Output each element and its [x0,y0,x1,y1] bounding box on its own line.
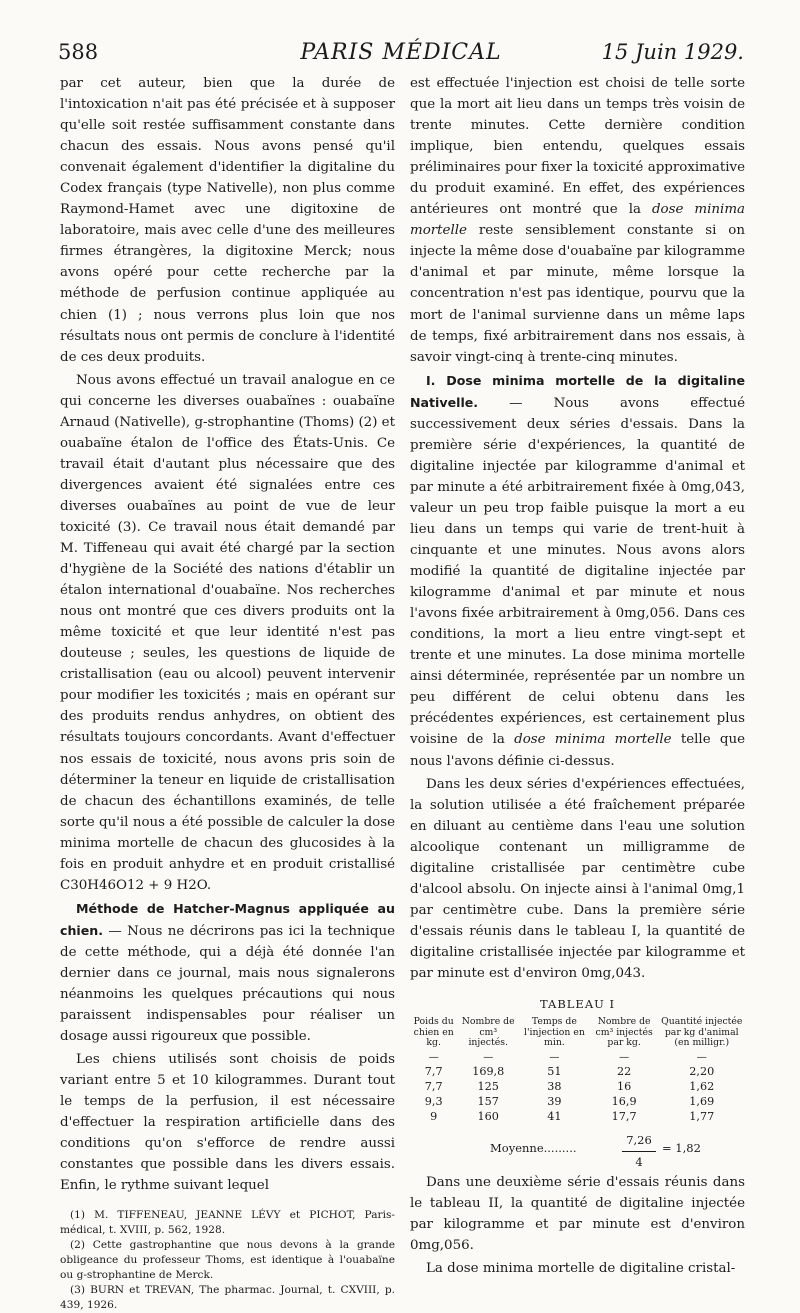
column-header: Quantité injectée par kg d'animal (en milligr.) [661,1016,743,1049]
table-cell: 38 [547,1079,562,1093]
table-cell: 9,3 [424,1094,443,1108]
table-cell: 1,77 [689,1109,715,1123]
paragraph: par cet auteur, bien que la durée de l'intoxication n'ait pas été précisée et à supposer qu'elle soit restée suffisamment constante dans chacun des essais. Nous avons pensé qu'il convenait également d'identifier la digitaline du Codex français (type Nativelle), non plus comme Raymond-Hamet avec une digitoxine de laboratoire, mais avec celle d'une des meilleures firmes étrangères, la digitoxine Merck; nous avons opéré pour cette recherche par la méthode de perfusion continue appliquée au chien (1) ; nous verrons plus loin que nos résultats nous ont permis de conclure à l'identité de ces deux produits. [60,76,395,365]
column-header: Nombre de cm³ injectés. [461,1016,515,1049]
table-cell: 16,9 [611,1094,637,1108]
table-title: TABLEAU I [539,997,616,1012]
table-cell: 39 [547,1094,562,1108]
paragraph: Dans les deux séries d'expériences effectuées, la solution utilisée a été fraîchement préparée en diluant au centième dans l'eau une solution alcoolique contenant un milligramme de digitaline cristallisée par centimètre cube d'alcool absolu. On injecte ainsi à l'animal 0mg,1 par centimètre cube. Dans la première série d'essais réunis dans le tableau I, la quantité de digitaline cristallisée injectée par kilogramme et par minute est d'environ 0mg,043. [410,776,745,981]
footnote: (2) Cette gastrophantine que nous devons à la grande obligeance du professeur Thoms, est identique à l'ouabaïne ou g-strophantine de Merck. [60,1239,395,1282]
column-header: Poids du chien en kg. [413,1016,454,1049]
table-cell: 125 [477,1079,499,1093]
table-cell: 1,62 [689,1079,715,1093]
section-heading: Méthode de Hatcher-Magnus appliquée au chien. [60,900,395,938]
paragraph-text: reste sensiblement constante si on injecte la même dose d'ouabaïne par kilogramme d'animal et par minute, même lorsque la concentration n'est pas identique, pourvu que la mort de l'animal survienne dans un même laps de temps, fixé arbitrairement dans nos essais, à savoir vingt-cinq à trente-cinq minutes. [410,223,745,365]
table-cell: — [483,1051,494,1063]
table-row [410,1064,745,1079]
page-number: 588 [58,40,99,64]
table-row [410,1079,745,1094]
table-cell: 7,7 [424,1064,443,1078]
table-cell: 9 [430,1109,438,1123]
paragraph-text: — Nous ne décrirons pas ici la technique de cette méthode, qui a déjà été donnée l'an dernier dans ce journal, mais nous signalerons néanmoins les quelques précautions qui nous paraissent indispensables pour réaliser un dosage aussi rigoureux que possible. [60,923,395,1045]
column-header: Nombre de cm³ injectés par kg. [595,1016,653,1049]
paragraph: Nous avons effectué un travail analogue en ce qui concerne les diverses ouabaïnes : ouabaïne Arnaud (Nativelle), g-strophantine (Thoms) (2) et ouabaïne étalon de l'office des États-Unis. Ce travail était d'autant plus nécessaire que des divergences avaient été signalées entre ces diverses ouabaïnes au point de vue de leur toxicité (3). Ce travail nous était demandé par M. Tiffeneau qui avait été chargé par la section d'hygiène de la Société des nations d'établir un étalon international d'ouabaïne. Nos recherches nous ont montré que ces divers produits ont la même toxicité et que leur identité n'est pas douteuse ; seules, les questions de liquide de cristallisation (eau ou alcool) peuvent intervenir pour modifier les toxicités ; mais en opérant sur des produits rendus anhydres, on obtient des résultats toujours concordants. Avant d'effectuer nos essais de toxicité, nous avons pris soin de déterminer la teneur en liquide de cristallisation de chacun des échantillons examinés, de telle sorte qu'il nous a été possible de calculer la dose minima mortelle de chacun des glucosides à la fois en produit anhydre et en produit cristallisé C30H46O12 + 9 H2O. [60,372,395,893]
paragraph-text: telle que nous l'avons définie ci-dessus. [410,732,745,769]
header-rule-row [410,1052,745,1064]
table-cell: 16 [617,1079,632,1093]
paragraph: Les chiens utilisés sont choisis de poids variant entre 5 et 10 kilogrammes. Durant tout le temps de la perfusion, il est nécessaire d'effectuer la respiration artificielle dans des conditions qu'on s'efforce de rendre aussi constantes que possible dans les divers essais. Enfin, le rythme suivant lequel [60,1052,395,1194]
table-row [410,1094,745,1109]
average-fraction [622,1130,656,1173]
left-column [60,73,395,1313]
paragraph-text: — Nous avons effectué successivement deux séries d'essais. Dans la première série d'expériences, la quantité de digitaline injectée par kilogramme d'animal et par minute a été arbitrairement fixée à 0mg,043, valeur un peu trop faible puisque la mort a eu lieu dans un temps qui varie de trent-huit à cinquante et une minutes. Nous avons alors modifié la quantité de digitaline injectée par kilogramme d'animal et par minute et nous l'avons fixée arbitrairement à 0mg,056. Dans ces conditions, la mort a lieu entre vingt-sept et trente et une minutes. La dose minima mortelle ainsi déterminée, représentée par un nombre un peu différent de celui obtenu dans les précédentes expériences, est certainement plus voisine de la [410,395,745,748]
table-cell: 160 [477,1109,499,1123]
fraction-denominator: 4 [635,1154,643,1169]
paragraph [410,73,745,368]
table-cell: 7,7 [424,1079,443,1093]
paragraph: Dans une deuxième série d'essais réunis dans le tableau II, la quantité de digitaline injectée par kilogramme et par minute est d'environ 0mg,056. [410,1174,745,1253]
right-column [410,73,745,1279]
footnote: (3) BURN et TREVAN, The pharmac. Journal, t. CXVIII, p. 439, 1926. [60,1284,395,1312]
table-cell: 169,8 [472,1064,505,1078]
section-heading: I. Dose minima mortelle de la digitaline Nativelle. [410,372,745,410]
table-cell: 17,7 [611,1109,637,1123]
paragraph-text: est effectuée l'injection est choisi de telle sorte que la mort ait lieu dans un temps très voisin de trente minutes. Cette dernière condition implique, bien entendu, quelques essais préliminaires pour fixer la toxicité approximative du produit examiné. En effet, des expériences antérieures ont montré que la [410,76,745,218]
data-table [410,1017,745,1124]
table-cell: — [619,1051,630,1063]
table-cell: 41 [547,1109,562,1123]
table-cell: 1,69 [689,1094,715,1108]
column-header: Temps de l'injection en min. [523,1016,585,1049]
paragraph [60,898,395,1047]
table-cell: — [696,1051,707,1063]
table-cell: 2,20 [689,1064,715,1078]
fraction-numerator: 7,26 [622,1130,656,1152]
table-cell: 51 [547,1064,562,1078]
tableau-1 [410,994,745,1169]
average-line [410,1130,745,1169]
table-cell: — [428,1051,439,1063]
table-row [410,1109,745,1124]
emphasis: dose minima mortelle [410,202,745,239]
table-cell: 22 [617,1064,632,1078]
table-cell: — [549,1051,560,1063]
running-header [58,40,744,70]
paragraph [410,370,745,772]
emphasis: dose minima mortelle [514,732,672,748]
average-label: Moyenne......... [490,1140,577,1155]
paragraph: La dose minima mortelle de digitaline cristal- [426,1260,736,1276]
average-result: = 1,82 [662,1140,701,1155]
table-cell: 157 [477,1094,499,1108]
footnotes [60,1208,395,1313]
issue-date: 15 Juin 1929. [601,40,744,64]
footnote: (1) M. TIFFENEAU, JEANNE LÉVY et PICHOT, Paris-médical, t. XVIII, p. 562, 1928. [60,1209,395,1237]
journal-title: PARIS MÉDICAL [300,40,502,65]
